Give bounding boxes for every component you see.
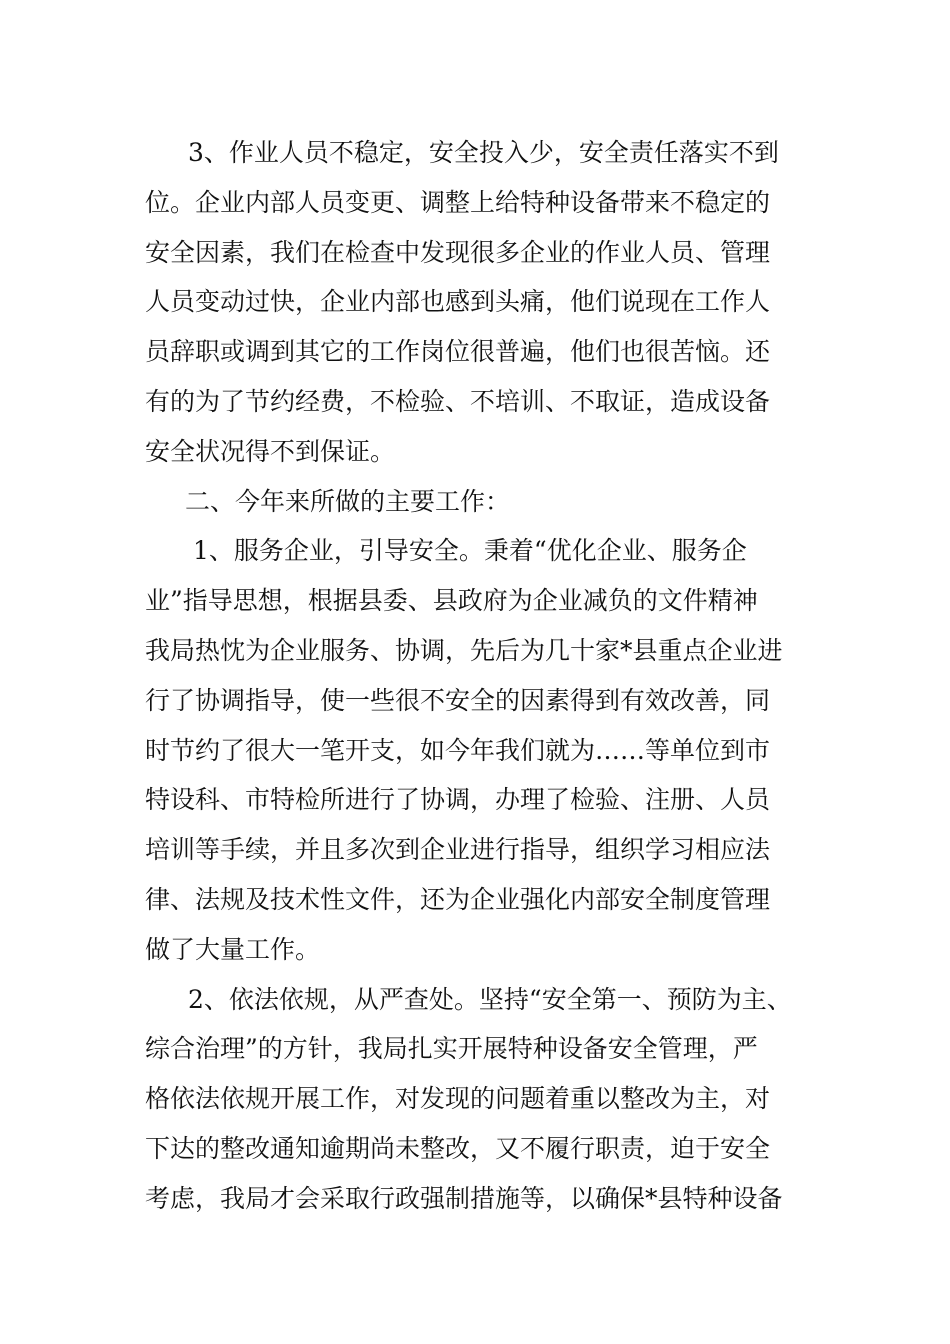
- paragraph-line: 时节约了很大一笔开支，如今年我们就为……等单位到市: [145, 735, 771, 765]
- paragraph-line: 行了协调指导，使一些很不安全的因素得到有效改善，同: [145, 685, 771, 715]
- paragraph-line: 业”指导思想，根据县委、县政府为企业减负的文件精神: [145, 586, 758, 616]
- paragraph-line: 人员变动过快，企业内部也感到头痛，他们说现在工作人: [145, 287, 771, 317]
- paragraph-line: 位。企业内部人员变更、调整上给特种设备带来不稳定的: [145, 187, 771, 217]
- paragraph-line: 考虑，我局才会采取行政强制措施等，以确保*县特种设备: [145, 1183, 783, 1213]
- paragraph-line: 1、服务企业，引导安全。秉着“优化企业、服务企: [193, 536, 747, 566]
- paragraph-line: 律、法规及技术性文件，还为企业强化内部安全制度管理: [145, 884, 771, 914]
- paragraph-line: 员辞职或调到其它的工作岗位很普遍，他们也很苦恼。还: [145, 337, 771, 367]
- paragraph-line: 安全状况得不到保证。: [145, 436, 396, 466]
- paragraph-line: 3、作业人员不稳定，安全投入少，安全责任落实不到: [188, 138, 779, 167]
- paragraph-line: 我局热忱为企业服务、协调，先后为几十家*县重点企业进: [145, 635, 783, 665]
- paragraph-line: 安全因素，我们在检查中发现很多企业的作业人员、管理: [145, 237, 771, 267]
- paragraph-line: 有的为了节约经费，不检验、不培训、不取证，造成设备: [145, 386, 771, 416]
- paragraph-line: 格依法依规开展工作，对发现的问题着重以整改为主，对: [145, 1084, 771, 1114]
- paragraph-line: 综合治理”的方针，我局扎实开展特种设备安全管理，严: [145, 1034, 758, 1064]
- paragraph-line: 2、依法依规，从严查处。坚持“安全第一、预防为主、: [188, 984, 792, 1014]
- paragraph-line: 特设科、市特检所进行了协调，办理了检验、注册、人员: [145, 785, 771, 815]
- section-heading: 二、今年来所做的主要工作：: [185, 486, 511, 516]
- document-body: [145, 128, 810, 1224]
- paragraph-line: 做了大量工作。: [145, 934, 321, 964]
- paragraph-line: 培训等手续，并且多次到企业进行指导，组织学习相应法: [145, 835, 771, 865]
- paragraph-line: 下达的整改通知逾期尚未整改，又不履行职责，迫于安全: [145, 1133, 771, 1163]
